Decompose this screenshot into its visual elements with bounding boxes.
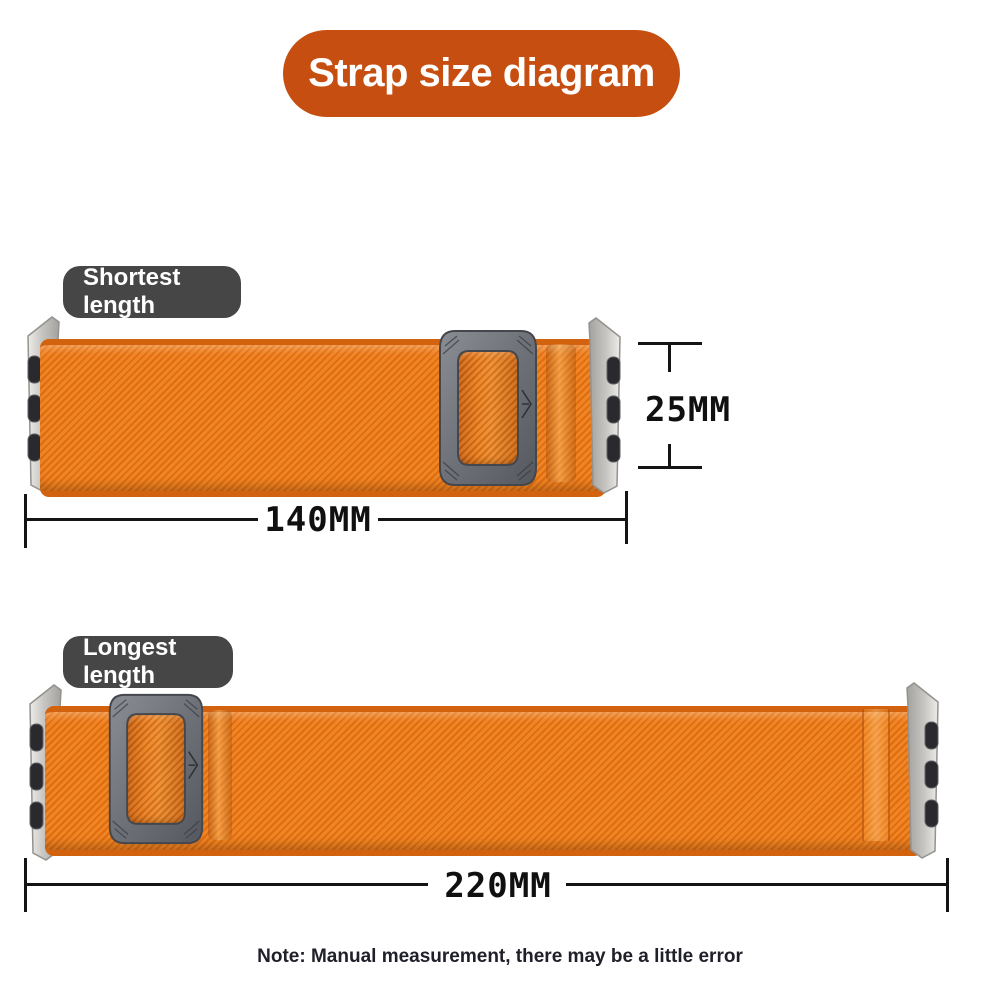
slider-buckle-icon <box>106 692 206 846</box>
elastic-pleat <box>208 710 232 840</box>
dimension-line <box>24 518 258 521</box>
dimension-line <box>625 491 628 544</box>
width-dimension-label: 25MM <box>645 390 731 430</box>
slider-buckle-icon <box>437 328 539 488</box>
dimension-line <box>946 858 949 912</box>
watch-adapter-icon <box>902 680 948 860</box>
dimension-line <box>24 494 27 548</box>
longest-length-text: Longest length <box>83 634 177 689</box>
dimension-line <box>668 342 671 372</box>
title-badge <box>283 30 680 117</box>
stitched-seam <box>862 709 890 841</box>
note-text: Note: Manual measurement, there may be a little error <box>257 946 743 967</box>
shortest-length-text: Shortest length <box>83 264 181 319</box>
page-title: Strap size diagram <box>308 51 655 95</box>
dimension-line <box>668 444 671 468</box>
shortest-length-label <box>63 266 241 318</box>
watch-adapter-icon <box>584 315 630 495</box>
dimension-line <box>24 883 428 886</box>
dimension-line <box>638 466 702 469</box>
dimension-line <box>566 883 948 886</box>
elastic-pleat <box>546 344 576 482</box>
longest-length-label <box>63 636 233 688</box>
longest-dimension-label: 220MM <box>444 866 552 906</box>
dimension-line <box>378 518 627 521</box>
shortest-dimension-label: 140MM <box>264 500 372 540</box>
